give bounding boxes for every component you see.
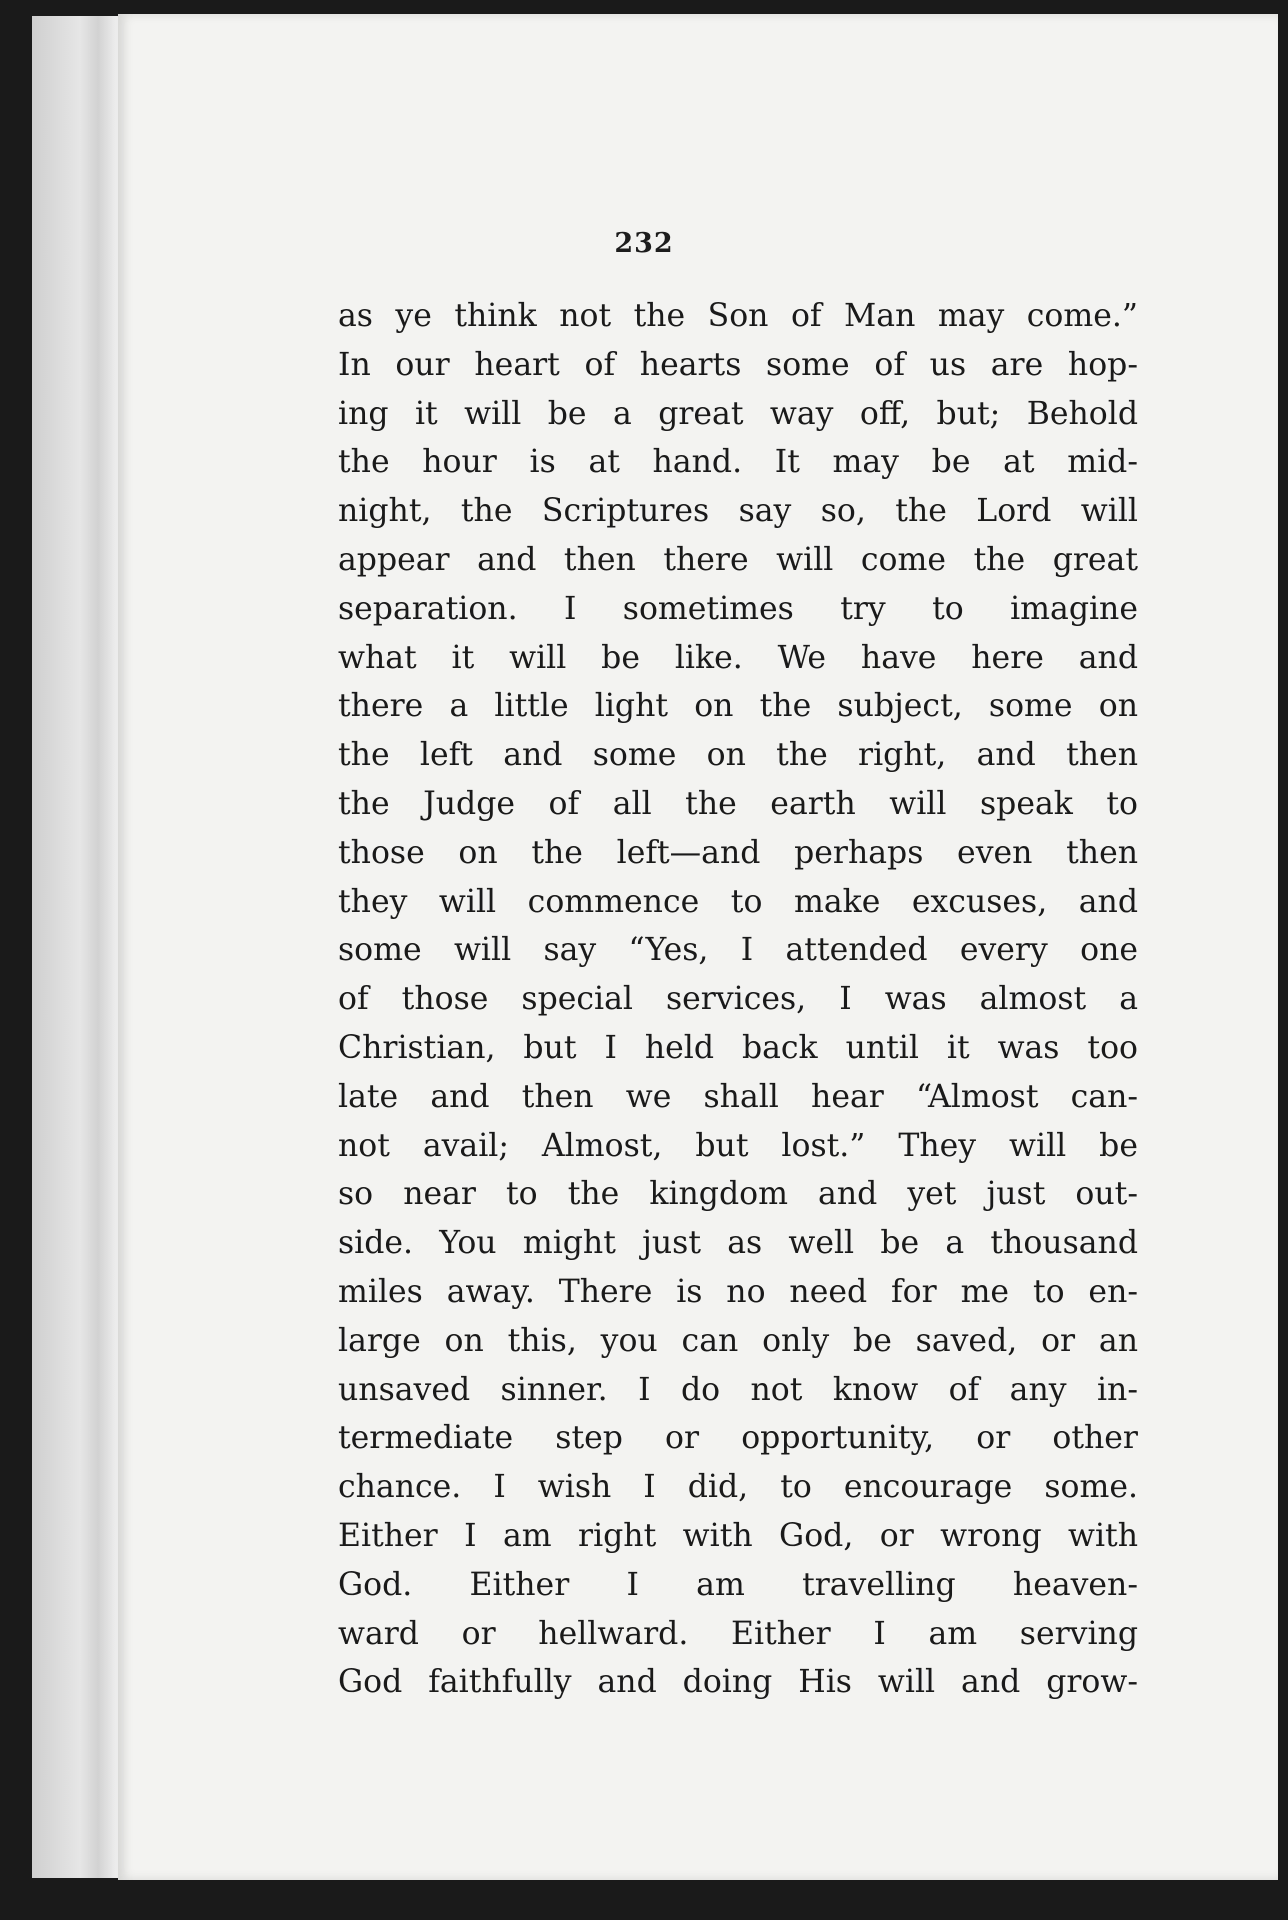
text-line: the hour is at hand. It may be at mid- bbox=[338, 444, 1138, 481]
text-line: appear and then there will come the great bbox=[338, 541, 1138, 578]
text-line: not avail; Almost, but lost.” They will be bbox=[338, 1127, 1138, 1164]
text-line: side. You might just as well be a thousand bbox=[338, 1225, 1138, 1262]
text-line: termediate step or opportunity, or other bbox=[338, 1420, 1138, 1457]
text-line: the left and some on the right, and then bbox=[338, 737, 1138, 774]
text-line: there a little light on the subject, some on bbox=[338, 688, 1138, 725]
text-line: large on this, you can only be saved, or an bbox=[338, 1322, 1138, 1359]
text-line: ward or hellward. Either I am serving bbox=[338, 1615, 1138, 1652]
text-line: those on the left—and perhaps even then bbox=[338, 834, 1138, 871]
text-line: miles away. There is no need for me to en- bbox=[338, 1273, 1138, 1310]
text-line: as ye think not the Son of Man may come.” bbox=[338, 298, 1138, 334]
text-line: some will say “Yes, I attended every one bbox=[338, 932, 1138, 969]
text-line: the Judge of all the earth will speak to bbox=[338, 785, 1138, 822]
text-line: so near to the kingdom and yet just out- bbox=[338, 1176, 1138, 1213]
text-line: unsaved sinner. I do not know of any in- bbox=[338, 1371, 1138, 1408]
body-text bbox=[338, 292, 1138, 1707]
text-line: chance. I wish I did, to encourage some. bbox=[338, 1469, 1138, 1506]
text-line: late and then we shall hear “Almost can- bbox=[338, 1078, 1138, 1115]
text-line: separation. I sometimes try to imagine bbox=[338, 590, 1138, 627]
text-line: they will commence to make excuses, and bbox=[338, 883, 1138, 920]
page-number: 232 bbox=[614, 228, 674, 259]
text-line: In our heart of hearts some of us are hop- bbox=[338, 346, 1138, 383]
text-line: what it will be like. We have here and bbox=[338, 639, 1138, 676]
text-line: Christian, but I held back until it was too bbox=[338, 1029, 1138, 1066]
text-line: of those special services, I was almost a bbox=[338, 981, 1138, 1018]
text-line: God faithfully and doing His will and grow- bbox=[338, 1664, 1138, 1701]
text-line: night, the Scriptures say so, the Lord will bbox=[338, 493, 1138, 530]
text-line: God. Either I am travelling heaven- bbox=[338, 1566, 1138, 1603]
text-line: Either I am right with God, or wrong with bbox=[338, 1517, 1138, 1554]
text-line: ing it will be a great way off, but; Behold bbox=[338, 395, 1138, 432]
